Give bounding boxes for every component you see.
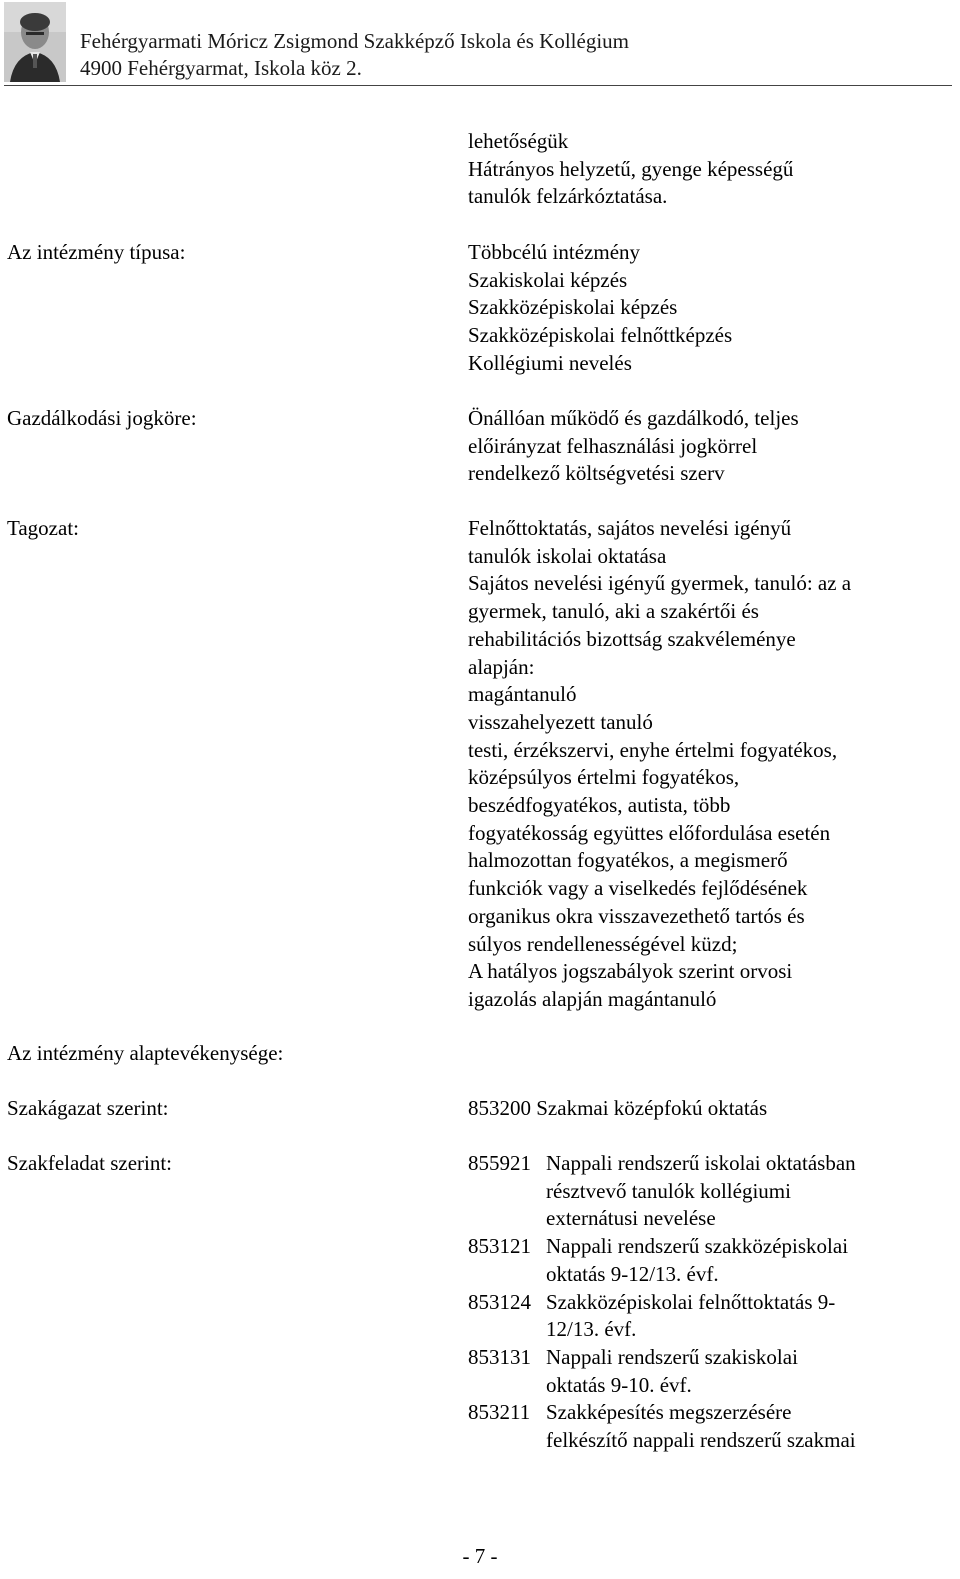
szakfeladat-description <box>546 1233 848 1288</box>
description-line: Nappali rendszerű iskolai oktatásban <box>546 1151 856 1175</box>
szakfeladat-entry <box>468 1344 856 1399</box>
szakagazat-value <box>468 1095 767 1123</box>
tagozat-line: Sajátos nevelési igényű gyermek, tanuló: az a <box>468 571 852 596</box>
description-line: oktatás 9-10. évf. <box>546 1372 692 1397</box>
tagozat-line: gyermek, tanuló, aki a szakértői és <box>468 599 759 624</box>
szakfeladat-code: 853131 <box>468 1344 531 1369</box>
description-line: Szakképesítés megszerzésére <box>546 1400 792 1425</box>
jogkor-line: rendelkező költségvetési szerv <box>468 461 725 486</box>
tagozat-line: testi, érzékszervi, enyhe értelmi fogyatékos, <box>468 737 838 762</box>
school-address: 4900 Fehérgyarmat, Iskola köz 2. <box>80 56 362 80</box>
description-line: résztvevő tanulók kollégiumi <box>546 1178 791 1203</box>
intro-line: lehetőségük <box>468 129 569 153</box>
jogkor-values <box>468 405 799 488</box>
tipus-label: Az intézmény típusa: <box>7 240 186 264</box>
szakfeladat-code: 853121 <box>468 1234 531 1259</box>
tagozat-line: halmozottan fogyatékos, a megismerő <box>468 848 788 873</box>
tagozat-line: középsúlyos értelmi fogyatékos, <box>468 765 740 790</box>
tagozat-line: alapján: <box>468 654 535 679</box>
description-line: externátusi nevelése <box>546 1206 716 1231</box>
tagozat-line: funkciók vagy a viselkedés fejlődésének <box>468 876 808 901</box>
tagozat-line: igazolás alapján magántanuló <box>468 986 717 1011</box>
intro-line: Hátrányos helyzetű, gyenge képességű <box>468 156 794 181</box>
szakfeladat-description <box>546 1399 856 1454</box>
szakfeladat-code: 855921 <box>468 1151 531 1175</box>
tagozat-values <box>468 515 851 1014</box>
szakfeladat-entry <box>468 1399 856 1454</box>
page-header <box>0 0 960 88</box>
tagozat-line: tanulók iskolai oktatása <box>468 543 667 568</box>
intro-line: tanulók felzárkóztatása. <box>468 184 668 209</box>
page-number: - 7 - <box>462 1544 498 1568</box>
intro-block <box>468 128 793 211</box>
description-line: 12/13. évf. <box>546 1317 637 1342</box>
tipus-line: Többcélú intézmény <box>468 240 641 264</box>
school-name: Fehérgyarmati Móricz Zsigmond Szakképző Iskola és Kollégium <box>80 29 629 53</box>
jogkor-line: Önállóan működő és gazdálkodó, teljes <box>468 406 799 430</box>
tagozat-line: rehabilitációs bizottság szakvéleménye <box>468 626 796 651</box>
szakfeladat-description <box>546 1344 798 1399</box>
tipus-line: Szakiskolai képzés <box>468 267 628 292</box>
szakfeladat-description <box>546 1150 856 1233</box>
description-line: Nappali rendszerű szakiskolai <box>546 1344 798 1369</box>
szakfeladat-description <box>546 1289 835 1344</box>
header-divider <box>4 85 952 86</box>
tagozat-line: beszédfogyatékos, autista, több <box>468 793 731 818</box>
description-line: oktatás 9-12/13. évf. <box>546 1261 719 1286</box>
tagozat-line: súlyos rendellenességével küzd; <box>468 931 738 956</box>
szakagazat-label: Szakágazat szerint: <box>7 1096 169 1120</box>
szakfeladat-entry <box>468 1150 856 1233</box>
tagozat-line: A hatályos jogszabályok szerint orvosi <box>468 959 793 984</box>
szakfeladat-code: 853124 <box>468 1289 531 1314</box>
szakfeladat-entry <box>468 1233 856 1288</box>
tagozat-line: visszahelyezett tanuló <box>468 709 653 734</box>
szakfeladat-list <box>468 1150 856 1455</box>
tagozat-line: fogyatékosság együttes előfordulása esetén <box>468 820 831 845</box>
tagozat-line: organikus okra visszavezethető tartós és <box>468 903 805 928</box>
jogkor-label: Gazdálkodási jogköre: <box>7 406 197 430</box>
alaptevekenyseg-label: Az intézmény alaptevékenysége: <box>7 1041 284 1065</box>
szakfeladat-label: Szakfeladat szerint: <box>7 1151 173 1175</box>
tagozat-line: Felnőttoktatás, sajátos nevelési igényű <box>468 516 792 540</box>
szakagazat-line: 853200 Szakmai középfokú oktatás <box>468 1096 768 1120</box>
tipus-line: Szakközépiskolai képzés <box>468 295 678 320</box>
portrait-photo <box>4 2 66 82</box>
tipus-line: Kollégiumi nevelés <box>468 350 632 375</box>
tipus-line: Szakközépiskolai felnőttképzés <box>468 323 733 348</box>
portrait-icon <box>4 2 66 82</box>
tagozat-label: Tagozat: <box>7 516 79 540</box>
description-line: Szakközépiskolai felnőttoktatás 9- <box>546 1289 836 1314</box>
tipus-values <box>468 239 732 378</box>
description-line: Nappali rendszerű szakközépiskolai <box>546 1234 849 1259</box>
description-line: felkészítő nappali rendszerű szakmai <box>546 1428 856 1453</box>
szakfeladat-entry <box>468 1289 856 1344</box>
szakfeladat-code: 853211 <box>468 1400 531 1425</box>
jogkor-line: előirányzat felhasználási jogkörrel <box>468 433 758 458</box>
tagozat-line: magántanuló <box>468 682 577 707</box>
header-text <box>80 28 629 82</box>
